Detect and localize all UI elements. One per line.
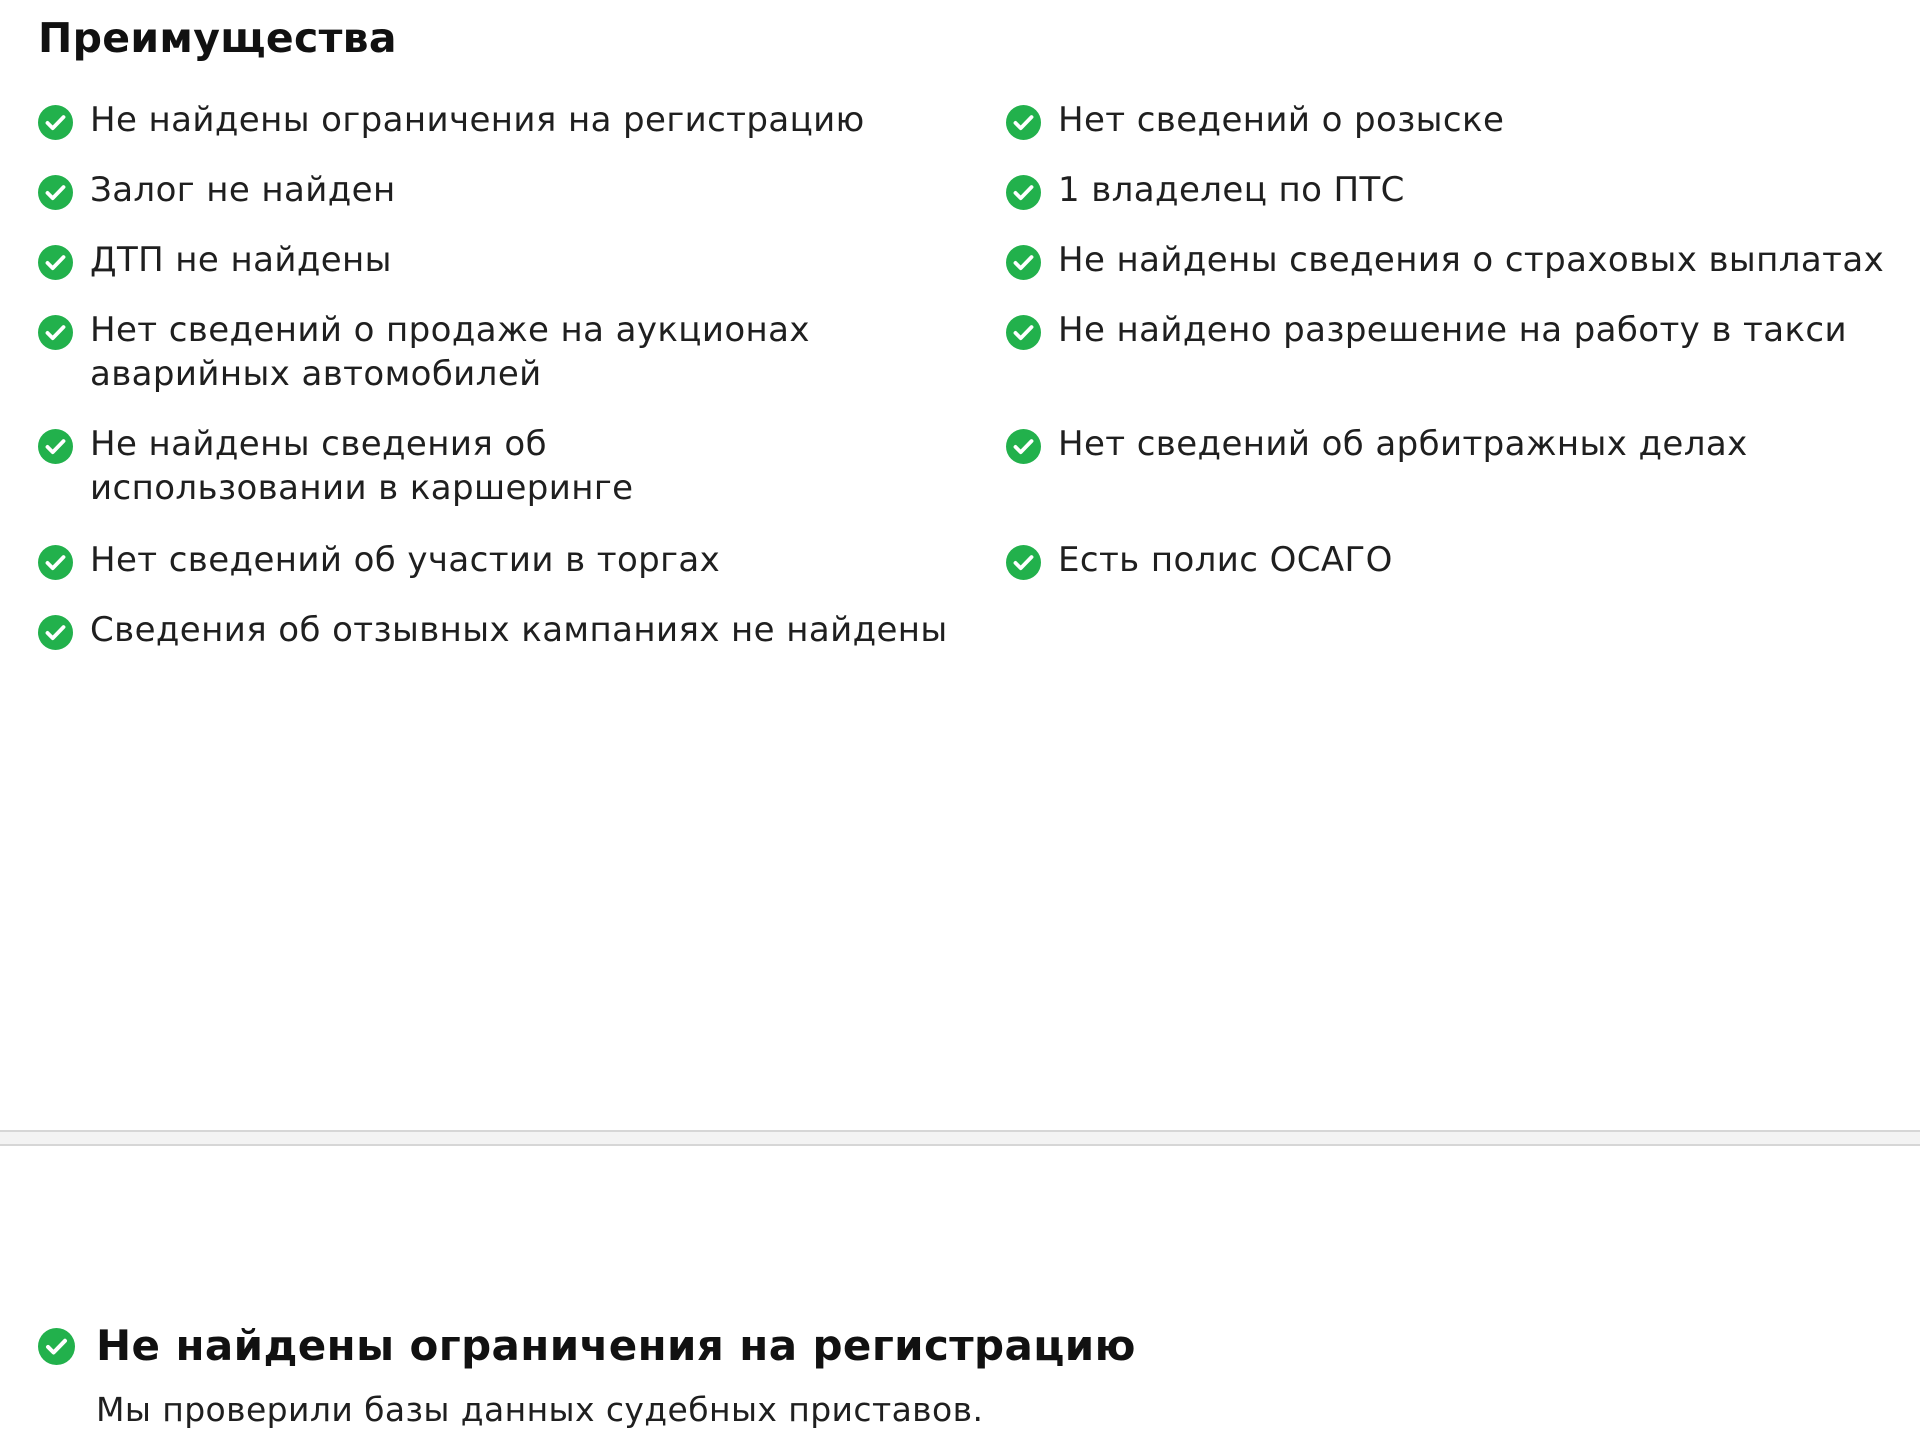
advantage-item	[1006, 238, 1884, 282]
advantage-item-label: Есть полис ОСАГО	[1058, 540, 1393, 580]
advantage-item	[1006, 98, 1504, 142]
check-circle-icon	[1006, 175, 1041, 210]
advantage-item	[38, 168, 396, 212]
advantage-item-label: Нет сведений о розыске	[1058, 100, 1505, 140]
advantages-section	[38, 10, 1898, 650]
section-title: Преимущества	[38, 14, 397, 62]
advantage-item-label: Не найдены сведения об использовании в каршеринге	[90, 424, 634, 508]
check-circle-icon	[38, 175, 73, 210]
check-circle-icon	[1006, 429, 1041, 464]
advantage-item	[1006, 422, 1748, 466]
advantage-item-label: 1 владелец по ПТС	[1058, 170, 1405, 210]
check-circle-icon	[38, 1328, 75, 1365]
section-divider	[0, 1130, 1920, 1146]
advantage-item	[1006, 168, 1405, 212]
advantage-item	[38, 238, 392, 282]
detail-description: Мы проверили базы данных судебных приставов.	[96, 1390, 984, 1429]
check-circle-icon	[1006, 245, 1041, 280]
advantage-item	[38, 608, 948, 652]
advantage-item-label: Не найдены сведения о страховых выплатах	[1058, 240, 1885, 280]
detail-header	[38, 1318, 1898, 1374]
detail-title: Не найдены ограничения на регистрацию	[96, 1321, 1136, 1370]
advantage-item	[1006, 308, 1847, 352]
check-circle-icon	[1006, 105, 1041, 140]
advantage-item-label: Не найдено разрешение на работу в такси	[1058, 310, 1848, 350]
advantage-item	[38, 422, 798, 510]
advantage-item	[38, 308, 958, 396]
check-circle-icon	[38, 615, 73, 650]
advantage-item	[38, 98, 865, 142]
check-circle-icon	[1006, 545, 1041, 580]
advantage-item-label: Сведения об отзывных кампаниях не найдены	[90, 610, 948, 650]
check-circle-icon	[1006, 315, 1041, 350]
advantage-item-label: Залог не найден	[90, 170, 396, 210]
check-circle-icon	[38, 245, 73, 280]
advantage-item-label: Не найдены ограничения на регистрацию	[90, 100, 865, 140]
detail-section	[38, 1318, 1898, 1432]
advantage-item-label: Нет сведений об участии в торгах	[90, 540, 721, 580]
advantages-columns	[38, 98, 1898, 698]
advantage-item	[1006, 538, 1393, 582]
check-circle-icon	[38, 429, 73, 464]
check-circle-icon	[38, 105, 73, 140]
check-circle-icon	[38, 315, 73, 350]
advantage-item	[38, 538, 720, 582]
advantage-item-label: Нет сведений о продаже на аукционах аварийных автомобилей	[90, 310, 810, 394]
advantage-item-label: ДТП не найдены	[90, 240, 392, 280]
check-circle-icon	[38, 545, 73, 580]
advantage-item-label: Нет сведений об арбитражных делах	[1058, 424, 1748, 464]
